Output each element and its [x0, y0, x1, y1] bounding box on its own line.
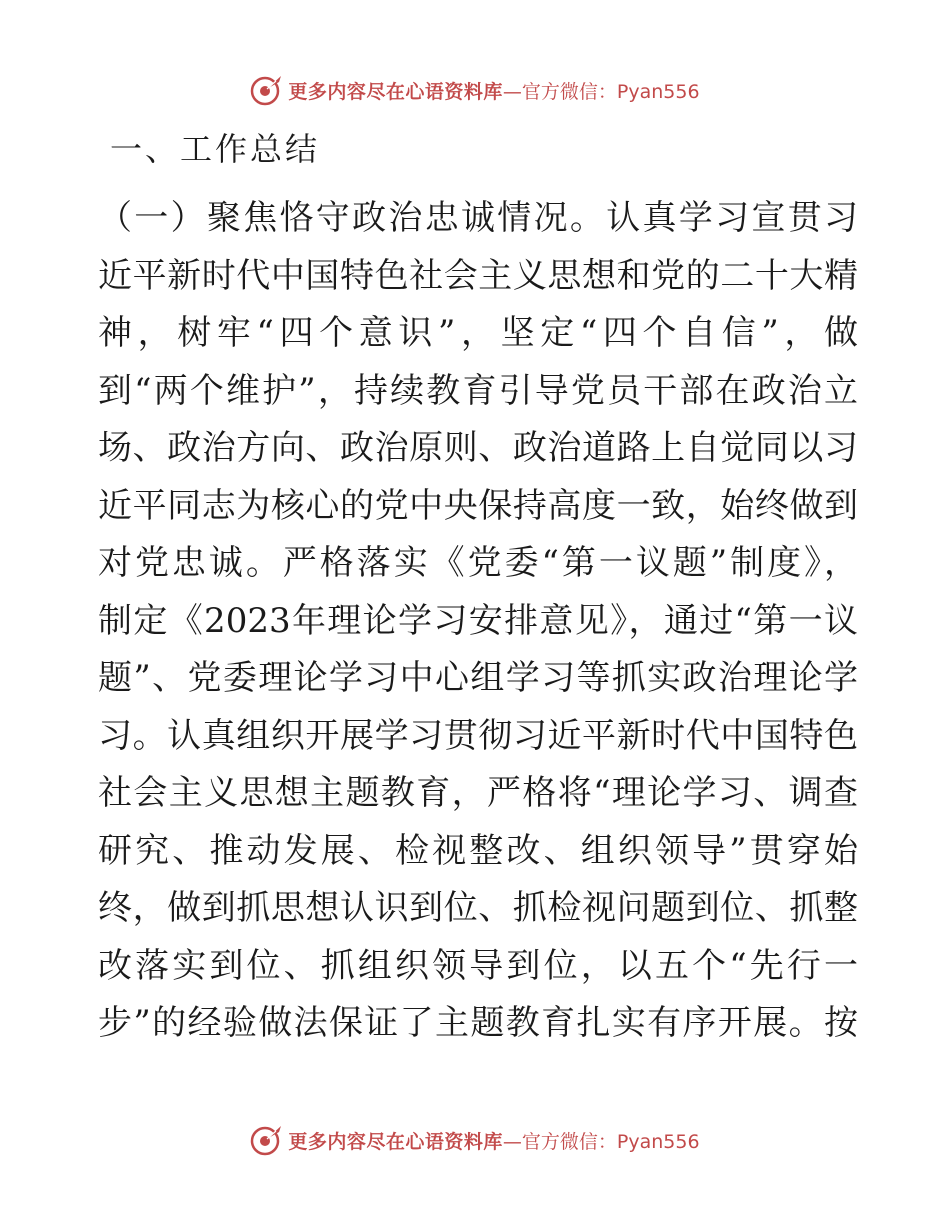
quill-logo-icon	[250, 73, 284, 107]
watermark-banner-top	[0, 70, 950, 110]
watermark-contact-text: —官方微信：Pyan556	[502, 1130, 700, 1153]
watermark-banner-bottom	[0, 1120, 950, 1160]
paragraph-line: 习。认真组织开展学习贯彻习近平新时代中国特色	[98, 715, 858, 756]
body-paragraph	[98, 190, 858, 1053]
paragraph-line: 制定《2023年理论学习安排意见》，通过“第一议	[98, 600, 858, 641]
section-heading: 一、工作总结	[110, 130, 321, 168]
paragraph-line: 改落实到位、抓组织领导到位，以五个“先行一	[98, 945, 858, 986]
paragraph-line: 社会主义思想主题教育，严格将“理论学习、调查	[98, 773, 858, 813]
paragraph-line: （一）聚焦恪守政治忠诚情况。认真学习宣贯习	[98, 198, 858, 238]
paragraph-line: 研究、推动发展、检视整改、组织领导”贯穿始	[98, 830, 858, 871]
paragraph-line: 场、政治方向、政治原则、政治道路上自觉同以习	[98, 428, 858, 468]
paragraph-line: 题”、党委理论学习中心组学习等抓实政治理论学	[98, 658, 858, 698]
paragraph-line: 终，做到抓思想认识到位、抓检视问题到位、抓整	[98, 888, 858, 928]
watermark-brand-text: 更多内容尽在心语资料库	[288, 1130, 503, 1153]
paragraph-line: 对党忠诚。严格落实《党委“第一议题”制度》，	[98, 543, 858, 583]
watermark-contact-text: —官方微信：Pyan556	[502, 80, 700, 103]
paragraph-line: 步”的经验做法保证了主题教育扎实有序开展。按	[98, 1003, 858, 1043]
paragraph-line: 近平新时代中国特色社会主义思想和党的二十大精	[98, 255, 858, 296]
quill-logo-icon	[250, 1123, 284, 1157]
paragraph-line: 神，树牢“四个意识”，坚定“四个自信”，做	[98, 313, 858, 353]
paragraph-line: 近平同志为核心的党中央保持高度一致，始终做到	[98, 485, 858, 526]
paragraph-line: 到“两个维护”，持续教育引导党员干部在政治立	[98, 370, 858, 411]
watermark-brand-text: 更多内容尽在心语资料库	[288, 80, 503, 103]
